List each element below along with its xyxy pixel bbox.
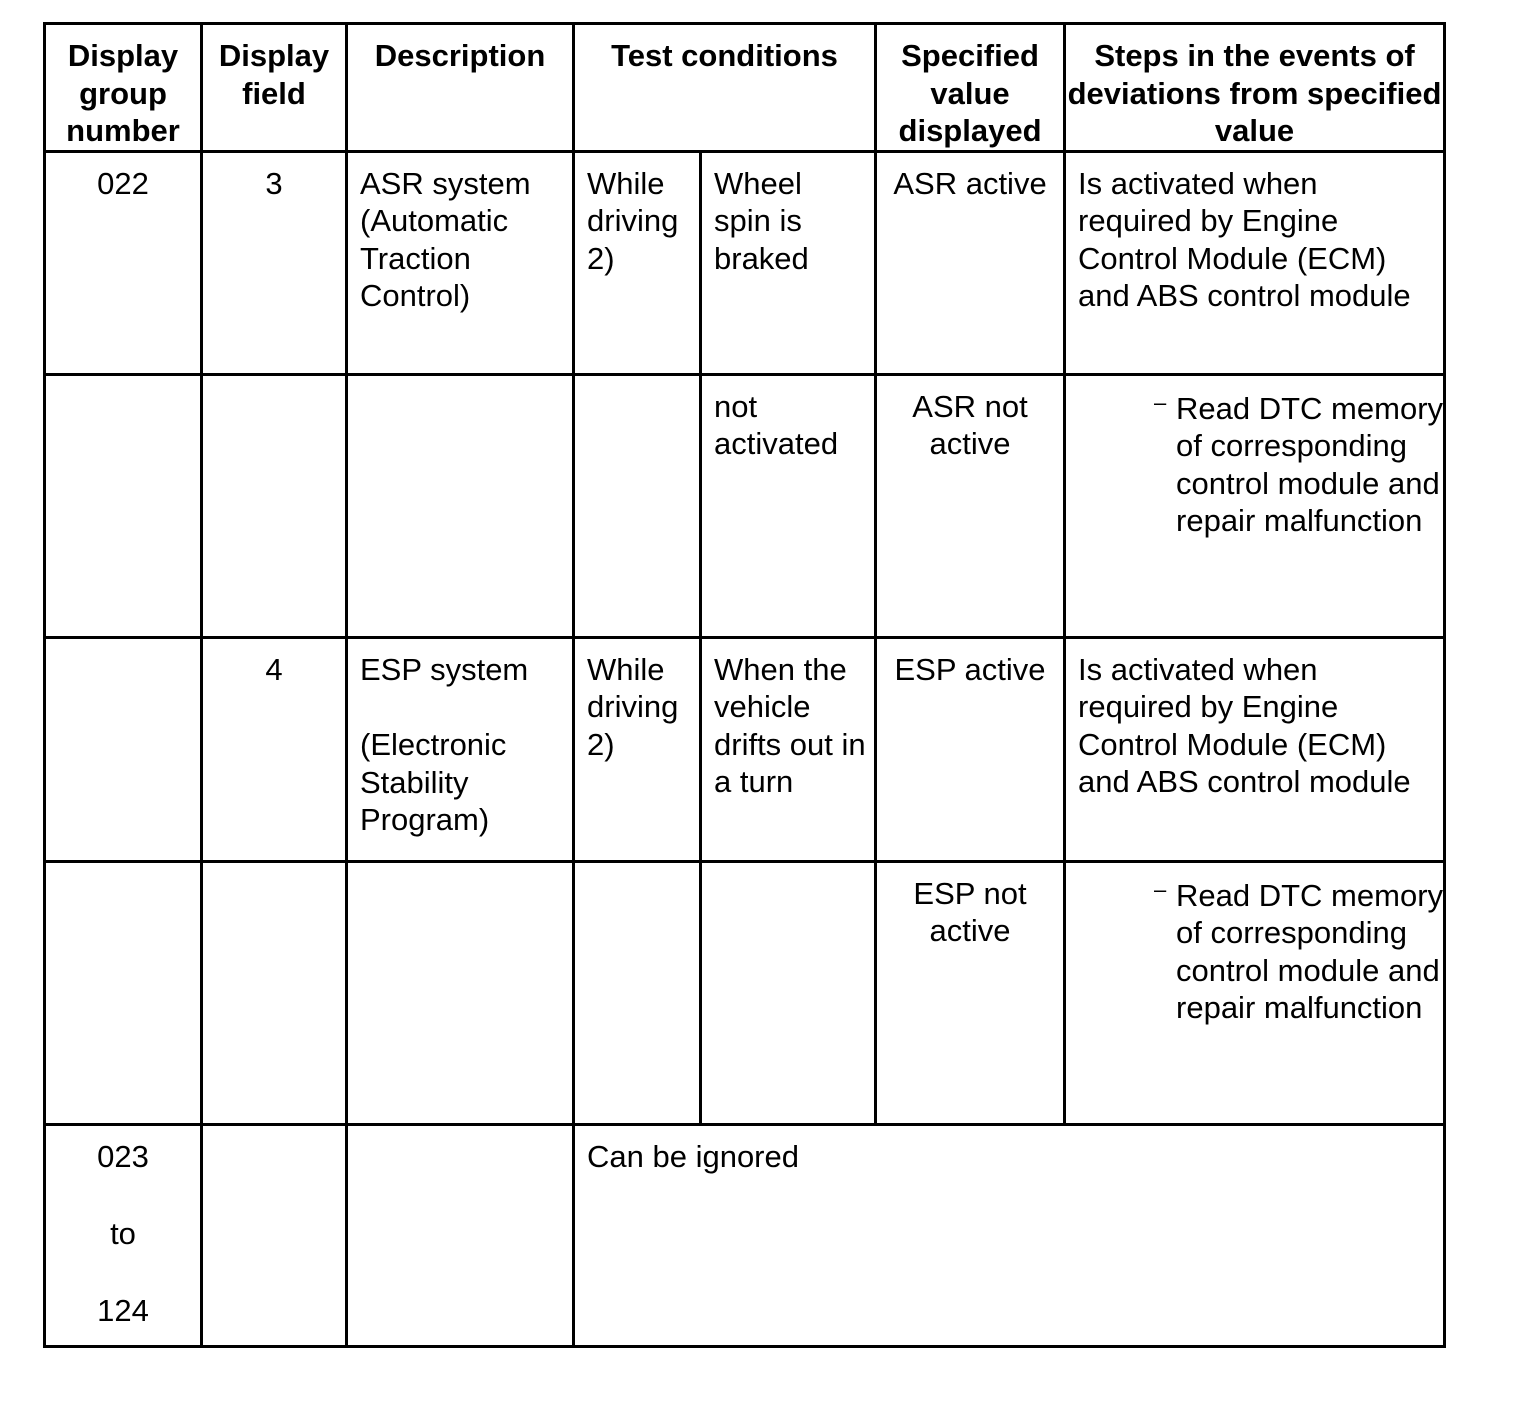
cell-steps [1065, 861, 1445, 1124]
cell-condition-b: Wheel spin is braked [701, 151, 876, 374]
group-range-start: 023 [97, 1138, 149, 1174]
header-test-conditions: Test conditions [574, 24, 876, 152]
group-range-word: to [110, 1215, 136, 1251]
header-steps: Steps in the events of deviations from specified value [1065, 24, 1445, 152]
cell-steps [1065, 374, 1445, 637]
cell-group [45, 861, 202, 1124]
cell-field: 3 [202, 151, 347, 374]
cell-field: 4 [202, 637, 347, 861]
cell-condition-b: When the vehicle drifts out in a turn [701, 637, 876, 861]
cell-condition-a [574, 861, 701, 1124]
cell-field [202, 861, 347, 1124]
cell-specified: ESP active [876, 637, 1065, 861]
cell-steps: Is activated when required by Engine Control Module (ECM) and ABS control module [1065, 637, 1445, 861]
cell-condition-b [701, 861, 876, 1124]
cell-condition-b: not activated [701, 374, 876, 637]
cell-group [45, 1124, 202, 1346]
steps-text: Read DTC memory of corresponding control module and repair malfunction [1176, 390, 1444, 538]
cell-group [45, 637, 202, 861]
header-group: Display group number [45, 24, 202, 152]
steps-text: Read DTC memory of corresponding control module and repair malfunction [1176, 877, 1444, 1025]
table-row [45, 861, 1445, 1124]
cell-description [347, 1124, 574, 1346]
dash-bullet: – [1154, 389, 1167, 415]
cell-description [347, 861, 574, 1124]
spec-table [43, 22, 1446, 1348]
table-row [45, 1124, 1445, 1346]
cell-description [347, 374, 574, 637]
cell-group: 022 [45, 151, 202, 374]
description-line: (Electronic Stability Program) [360, 727, 507, 837]
cell-description [347, 637, 574, 861]
cell-description: ASR system (Automatic Traction Control) [347, 151, 574, 374]
header-row [45, 24, 1445, 152]
cell-condition-a: While driving 2) [574, 151, 701, 374]
description-line: ESP system [360, 651, 529, 687]
header-specified: Specified value displayed [876, 24, 1065, 152]
table-row [45, 637, 1445, 861]
header-description: Description [347, 24, 574, 152]
table-row [45, 374, 1445, 637]
dash-bullet: – [1154, 876, 1167, 902]
group-range-end: 124 [97, 1292, 149, 1328]
header-field: Display field [202, 24, 347, 152]
cell-specified: ASR active [876, 151, 1065, 374]
cell-specified: ESP not active [876, 861, 1065, 1124]
table-row [45, 151, 1445, 374]
cell-field [202, 374, 347, 637]
cell-specified: ASR not active [876, 374, 1065, 637]
cell-steps: Is activated when required by Engine Control Module (ECM) and ABS control module [1065, 151, 1445, 374]
cell-condition-a: While driving 2) [574, 637, 701, 861]
cell-field [202, 1124, 347, 1346]
cell-condition-a [574, 374, 701, 637]
cell-group [45, 374, 202, 637]
cell-note: Can be ignored [574, 1124, 1445, 1346]
